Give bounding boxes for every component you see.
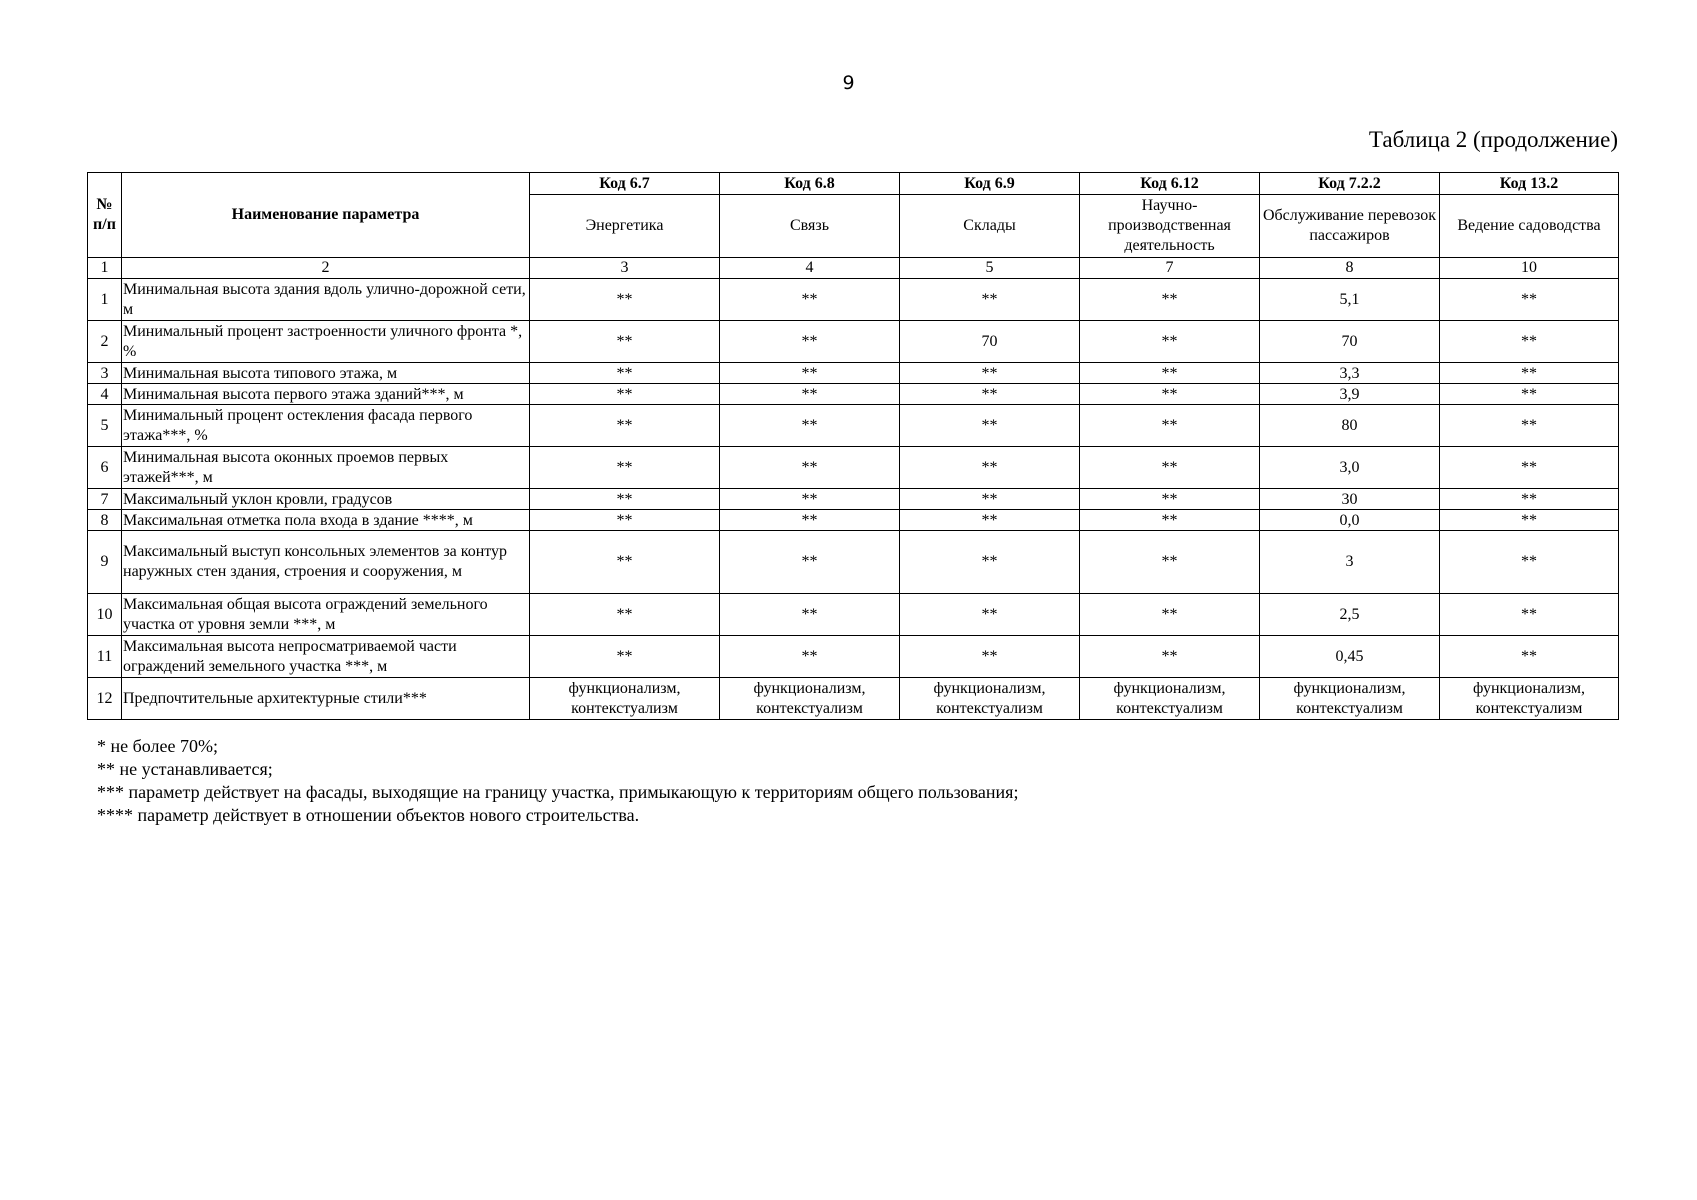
- footnote: *** параметр действует на фасады, выходящие на границу участка, примыкающую к территориям общего пользования;: [97, 782, 1019, 802]
- value-cell: **: [1440, 447, 1619, 489]
- value-cell: **: [1080, 321, 1260, 363]
- table-row: [88, 594, 1619, 636]
- row-number: 3: [88, 363, 122, 384]
- value-cell: **: [900, 405, 1080, 447]
- value-cell: **: [1440, 636, 1619, 678]
- value-cell: **: [900, 594, 1080, 636]
- parameter-name: Минимальная высота первого этажа зданий***, м: [122, 384, 530, 405]
- table-row: [88, 447, 1619, 489]
- value-cell: **: [1440, 321, 1619, 363]
- value-cell: **: [900, 489, 1080, 510]
- column-number: 1: [88, 258, 122, 279]
- value-cell: **: [720, 447, 900, 489]
- row-number: 1: [88, 279, 122, 321]
- value-cell: 70: [1260, 321, 1440, 363]
- value-cell: **: [720, 321, 900, 363]
- value-cell: **: [1080, 531, 1260, 594]
- value-cell: функционализм, контекстуализм: [1440, 678, 1619, 720]
- value-cell: **: [1440, 489, 1619, 510]
- value-cell: **: [530, 510, 720, 531]
- value-cell: **: [1440, 594, 1619, 636]
- header-category: Склады: [900, 195, 1080, 258]
- value-cell: 2,5: [1260, 594, 1440, 636]
- value-cell: 0,45: [1260, 636, 1440, 678]
- header-parameter-name: Наименование параметра: [122, 173, 530, 258]
- value-cell: **: [530, 279, 720, 321]
- value-cell: **: [1440, 510, 1619, 531]
- row-number: 2: [88, 321, 122, 363]
- footnote: **** параметр действует в отношении объектов нового строительства.: [97, 805, 640, 825]
- header-number: № п/п: [88, 173, 122, 258]
- value-cell: **: [1080, 279, 1260, 321]
- parameter-name: Минимальная высота здания вдоль улично-дорожной сети, м: [122, 279, 530, 321]
- value-cell: 30: [1260, 489, 1440, 510]
- value-cell: **: [530, 447, 720, 489]
- header-code: Код 13.2: [1440, 173, 1619, 195]
- row-number: 9: [88, 531, 122, 594]
- value-cell: 3: [1260, 531, 1440, 594]
- column-numbers-row: [88, 258, 1619, 279]
- parameter-name: Максимальный выступ консольных элементов за контур наружных стен здания, строения и сооружения, м: [122, 531, 530, 594]
- header-code: Код 6.7: [530, 173, 720, 195]
- row-number: 4: [88, 384, 122, 405]
- value-cell: **: [720, 510, 900, 531]
- header-code: Код 7.2.2: [1260, 173, 1440, 195]
- footnotes: [97, 735, 1018, 827]
- row-number: 7: [88, 489, 122, 510]
- value-cell: **: [530, 531, 720, 594]
- value-cell: функционализм, контекстуализм: [720, 678, 900, 720]
- table-row: [88, 363, 1619, 384]
- row-number: 8: [88, 510, 122, 531]
- parameter-name: Максимальная высота непросматриваемой части ограждений земельного участка ***, м: [122, 636, 530, 678]
- table-row: [88, 405, 1619, 447]
- value-cell: функционализм, контекстуализм: [530, 678, 720, 720]
- value-cell: 80: [1260, 405, 1440, 447]
- row-number: 11: [88, 636, 122, 678]
- value-cell: функционализм, контекстуализм: [1260, 678, 1440, 720]
- column-number: 8: [1260, 258, 1440, 279]
- value-cell: 0,0: [1260, 510, 1440, 531]
- value-cell: **: [900, 384, 1080, 405]
- footnote: * не более 70%;: [97, 736, 218, 756]
- header-row-codes: [88, 173, 1619, 195]
- value-cell: 70: [900, 321, 1080, 363]
- parameter-name: Минимальный процент остекления фасада первого этажа***, %: [122, 405, 530, 447]
- column-number: 5: [900, 258, 1080, 279]
- value-cell: **: [1080, 363, 1260, 384]
- value-cell: **: [900, 531, 1080, 594]
- parameter-name: Предпочтительные архитектурные стили***: [122, 678, 530, 720]
- header-category: Связь: [720, 195, 900, 258]
- table-row: [88, 636, 1619, 678]
- value-cell: **: [1080, 384, 1260, 405]
- table-row: [88, 279, 1619, 321]
- value-cell: **: [530, 489, 720, 510]
- value-cell: **: [720, 636, 900, 678]
- table-row: [88, 489, 1619, 510]
- value-cell: **: [900, 447, 1080, 489]
- value-cell: **: [720, 279, 900, 321]
- value-cell: **: [1440, 531, 1619, 594]
- value-cell: **: [530, 594, 720, 636]
- value-cell: **: [1440, 279, 1619, 321]
- value-cell: 3,9: [1260, 384, 1440, 405]
- value-cell: 3,3: [1260, 363, 1440, 384]
- column-number: 7: [1080, 258, 1260, 279]
- footnote: ** не устанавливается;: [97, 759, 273, 779]
- value-cell: **: [530, 384, 720, 405]
- value-cell: **: [720, 594, 900, 636]
- value-cell: **: [900, 510, 1080, 531]
- table-caption: Таблица 2 (продолжение): [1368, 127, 1618, 152]
- column-number: 2: [122, 258, 530, 279]
- table-row: [88, 384, 1619, 405]
- value-cell: **: [720, 363, 900, 384]
- value-cell: **: [1080, 489, 1260, 510]
- value-cell: **: [530, 363, 720, 384]
- parameter-name: Максимальная общая высота ограждений земельного участка от уровня земли ***, м: [122, 594, 530, 636]
- value-cell: **: [1440, 363, 1619, 384]
- value-cell: **: [1080, 405, 1260, 447]
- value-cell: **: [720, 384, 900, 405]
- row-number: 10: [88, 594, 122, 636]
- value-cell: **: [1080, 594, 1260, 636]
- table-row: [88, 321, 1619, 363]
- parameter-name: Минимальный процент застроенности уличного фронта *, %: [122, 321, 530, 363]
- value-cell: **: [530, 405, 720, 447]
- value-cell: **: [900, 363, 1080, 384]
- page-number: 9: [842, 72, 855, 94]
- parameter-name: Минимальная высота оконных проемов первых этажей***, м: [122, 447, 530, 489]
- value-cell: **: [1080, 447, 1260, 489]
- header-category: Ведение садоводства: [1440, 195, 1619, 258]
- value-cell: функционализм, контекстуализм: [1080, 678, 1260, 720]
- value-cell: **: [900, 279, 1080, 321]
- header-code: Код 6.8: [720, 173, 900, 195]
- header-code: Код 6.12: [1080, 173, 1260, 195]
- value-cell: **: [900, 636, 1080, 678]
- column-number: 4: [720, 258, 900, 279]
- value-cell: **: [530, 636, 720, 678]
- value-cell: **: [1440, 384, 1619, 405]
- table-row: [88, 678, 1619, 720]
- header-category: Энергетика: [530, 195, 720, 258]
- value-cell: 3,0: [1260, 447, 1440, 489]
- value-cell: функционализм, контекстуализм: [900, 678, 1080, 720]
- value-cell: 5,1: [1260, 279, 1440, 321]
- value-cell: **: [1440, 405, 1619, 447]
- column-number: 10: [1440, 258, 1619, 279]
- header-category: Обслуживание перевозок пассажиров: [1260, 195, 1440, 258]
- parameter-name: Максимальная отметка пола входа в здание ****, м: [122, 510, 530, 531]
- row-number: 6: [88, 447, 122, 489]
- parameter-name: Минимальная высота типового этажа, м: [122, 363, 530, 384]
- value-cell: **: [720, 405, 900, 447]
- header-code: Код 6.9: [900, 173, 1080, 195]
- row-number: 5: [88, 405, 122, 447]
- value-cell: **: [1080, 636, 1260, 678]
- parameter-name: Максимальный уклон кровли, градусов: [122, 489, 530, 510]
- table-row: [88, 510, 1619, 531]
- value-cell: **: [530, 321, 720, 363]
- header-category: Научно-производственная деятельность: [1080, 195, 1260, 258]
- value-cell: **: [720, 489, 900, 510]
- parameters-table: [87, 172, 1619, 720]
- row-number: 12: [88, 678, 122, 720]
- column-number: 3: [530, 258, 720, 279]
- value-cell: **: [720, 531, 900, 594]
- table-row: [88, 531, 1619, 594]
- value-cell: **: [1080, 510, 1260, 531]
